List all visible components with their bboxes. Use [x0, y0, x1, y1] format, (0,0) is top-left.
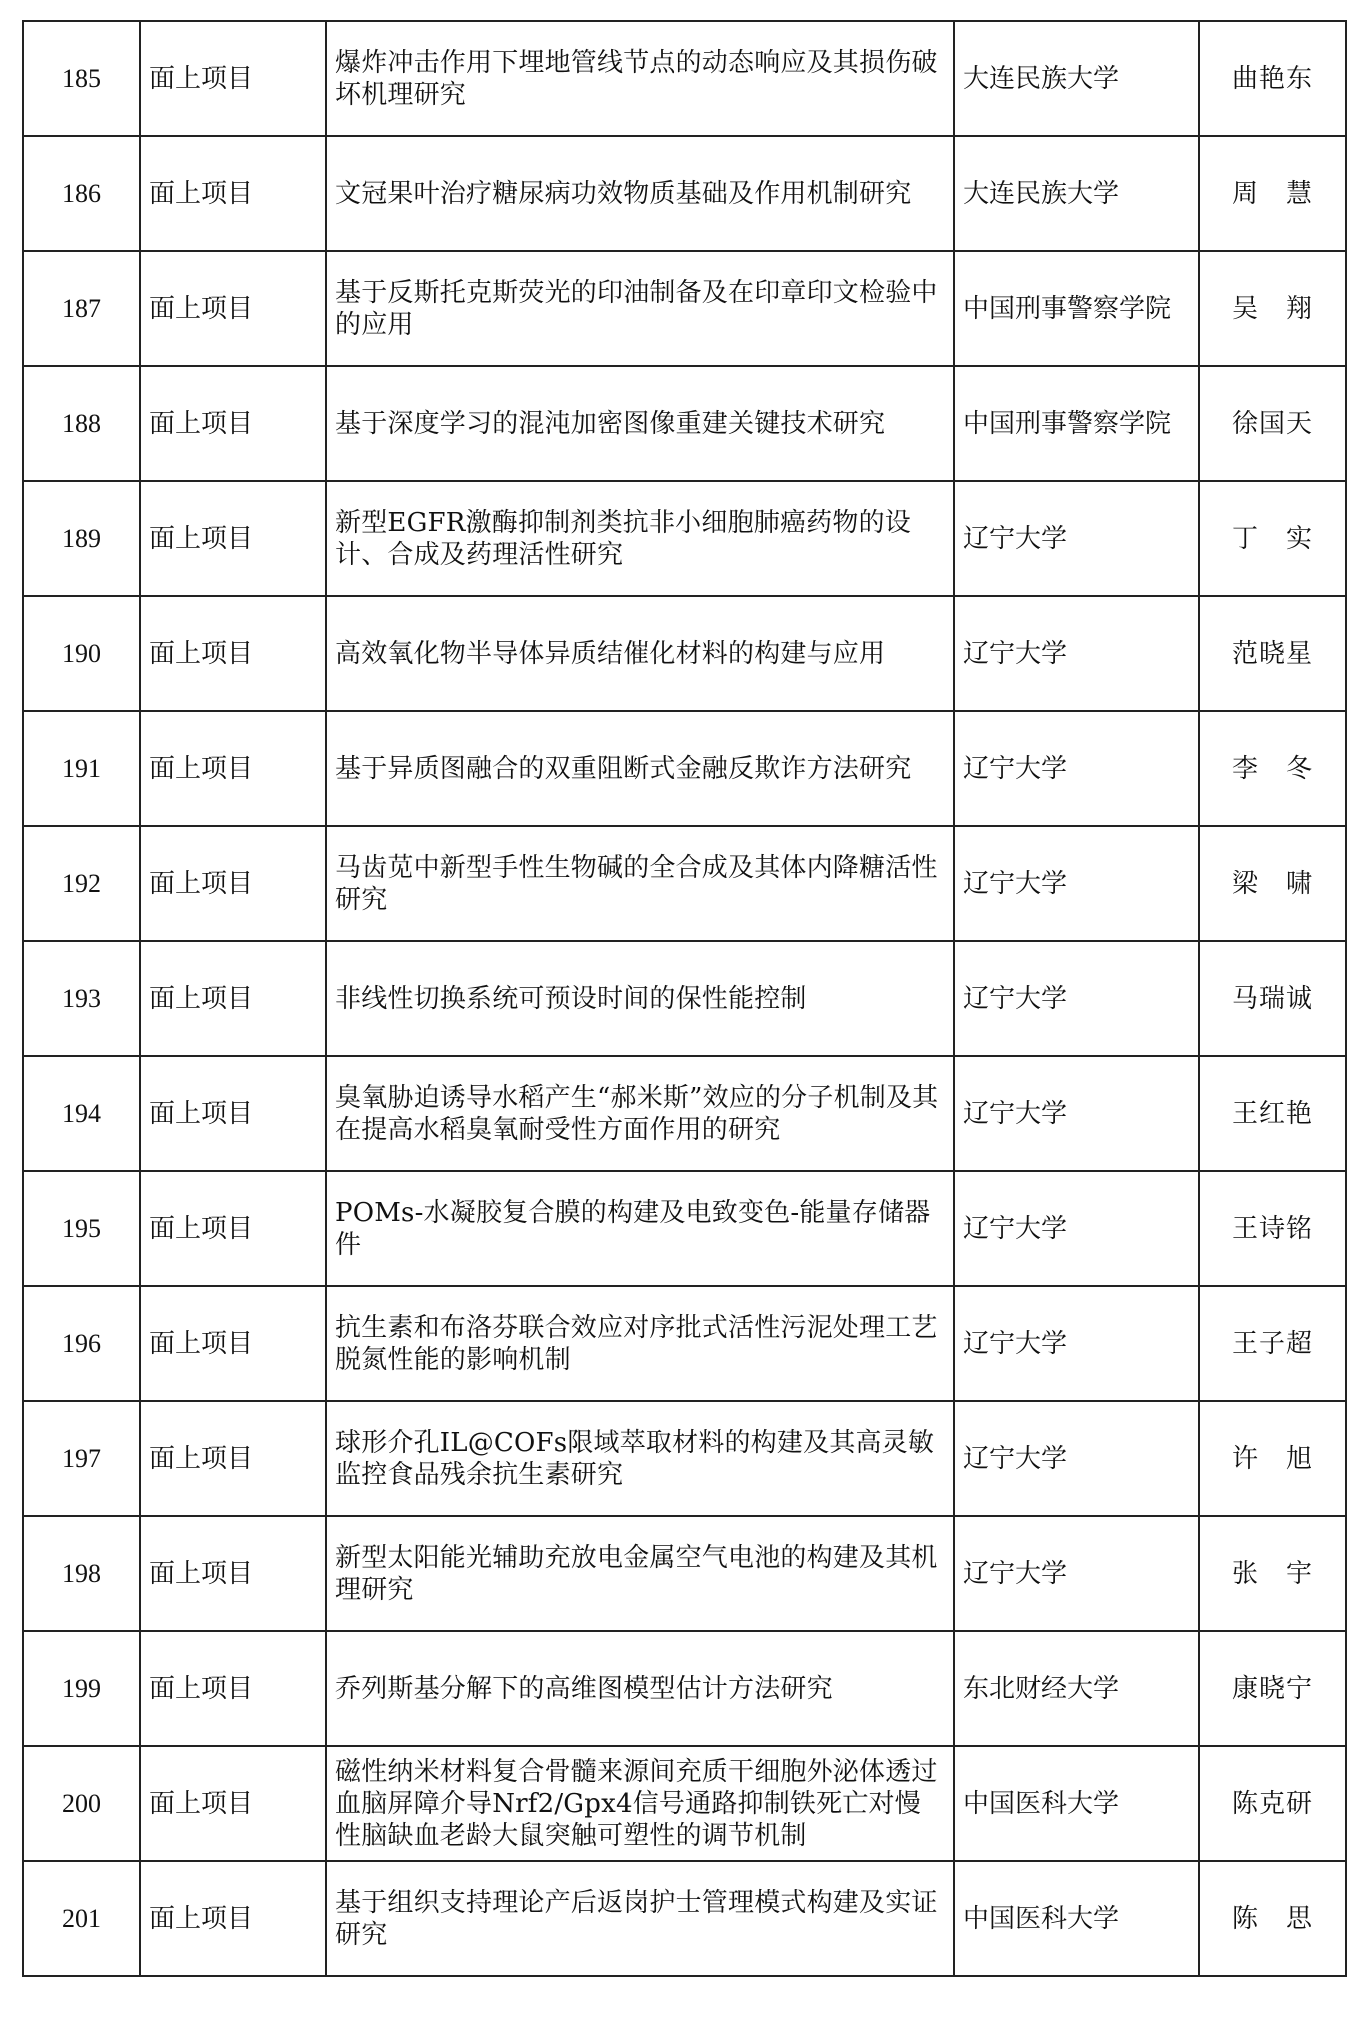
- project-type-cell: 面上项目: [140, 1631, 326, 1746]
- project-title-cell: POMs-水凝胶复合膜的构建及电致变色-能量存储器件: [326, 1171, 954, 1286]
- project-title-cell: 新型太阳能光辅助充放电金属空气电池的构建及其机理研究: [326, 1516, 954, 1631]
- project-type-cell: 面上项目: [140, 366, 326, 481]
- project-title-cell: 球形介孔IL@COFs限域萃取材料的构建及其高灵敏监控食品残余抗生素研究: [326, 1401, 954, 1516]
- project-title-cell: 基于反斯托克斯荧光的印油制备及在印章印文检验中的应用: [326, 251, 954, 366]
- principal-investigator-cell: 吴 翔: [1199, 251, 1346, 366]
- row-number-cell: 191: [23, 711, 140, 826]
- institution-cell: 中国医科大学: [954, 1861, 1199, 1976]
- table-row: [23, 941, 1346, 1056]
- principal-investigator-cell: 丁 实: [1199, 481, 1346, 596]
- project-title-cell: 文冠果叶治疗糖尿病功效物质基础及作用机制研究: [326, 136, 954, 251]
- row-number-cell: 194: [23, 1056, 140, 1171]
- principal-investigator-cell: 康晓宁: [1199, 1631, 1346, 1746]
- institution-cell: 辽宁大学: [954, 481, 1199, 596]
- project-type-cell: 面上项目: [140, 1746, 326, 1861]
- principal-investigator-cell: 陈克研: [1199, 1746, 1346, 1861]
- project-title-cell: 磁性纳米材料复合骨髓来源间充质干细胞外泌体透过血脑屏障介导Nrf2/Gpx4信号通路抑制铁死亡对慢性脑缺血老龄大鼠突触可塑性的调节机制: [326, 1746, 954, 1861]
- project-type-cell: 面上项目: [140, 1056, 326, 1171]
- table-row: [23, 1861, 1346, 1976]
- row-number-cell: 197: [23, 1401, 140, 1516]
- table-row: [23, 1171, 1346, 1286]
- project-type-cell: 面上项目: [140, 251, 326, 366]
- principal-investigator-cell: 李 冬: [1199, 711, 1346, 826]
- project-type-cell: 面上项目: [140, 596, 326, 711]
- table-row: [23, 251, 1346, 366]
- institution-cell: 中国刑事警察学院: [954, 366, 1199, 481]
- table-row: [23, 1746, 1346, 1861]
- table-row: [23, 21, 1346, 136]
- row-number-cell: 186: [23, 136, 140, 251]
- row-number-cell: 187: [23, 251, 140, 366]
- project-title-cell: 非线性切换系统可预设时间的保性能控制: [326, 941, 954, 1056]
- row-number-cell: 200: [23, 1746, 140, 1861]
- project-title-cell: 基于异质图融合的双重阻断式金融反欺诈方法研究: [326, 711, 954, 826]
- institution-cell: 辽宁大学: [954, 1171, 1199, 1286]
- principal-investigator-cell: 陈 思: [1199, 1861, 1346, 1976]
- principal-investigator-cell: 许 旭: [1199, 1401, 1346, 1516]
- table-row: [23, 136, 1346, 251]
- table-row: [23, 1516, 1346, 1631]
- project-type-cell: 面上项目: [140, 941, 326, 1056]
- table-row: [23, 596, 1346, 711]
- row-number-cell: 188: [23, 366, 140, 481]
- institution-cell: 大连民族大学: [954, 136, 1199, 251]
- principal-investigator-cell: 范晓星: [1199, 596, 1346, 711]
- principal-investigator-cell: 王子超: [1199, 1286, 1346, 1401]
- institution-cell: 东北财经大学: [954, 1631, 1199, 1746]
- row-number-cell: 199: [23, 1631, 140, 1746]
- project-title-cell: 马齿苋中新型手性生物碱的全合成及其体内降糖活性研究: [326, 826, 954, 941]
- principal-investigator-cell: 马瑞诚: [1199, 941, 1346, 1056]
- principal-investigator-cell: 徐国天: [1199, 366, 1346, 481]
- project-type-cell: 面上项目: [140, 21, 326, 136]
- institution-cell: 辽宁大学: [954, 1056, 1199, 1171]
- project-title-cell: 高效氧化物半导体异质结催化材料的构建与应用: [326, 596, 954, 711]
- principal-investigator-cell: 周 慧: [1199, 136, 1346, 251]
- principal-investigator-cell: 梁 啸: [1199, 826, 1346, 941]
- institution-cell: 辽宁大学: [954, 1516, 1199, 1631]
- project-title-cell: 臭氧胁迫诱导水稻产生“郝米斯”效应的分子机制及其在提高水稻臭氧耐受性方面作用的研究: [326, 1056, 954, 1171]
- row-number-cell: 193: [23, 941, 140, 1056]
- institution-cell: 辽宁大学: [954, 711, 1199, 826]
- institution-cell: 中国医科大学: [954, 1746, 1199, 1861]
- project-table: [22, 20, 1347, 1977]
- table-body: [23, 21, 1346, 1976]
- principal-investigator-cell: 曲艳东: [1199, 21, 1346, 136]
- project-type-cell: 面上项目: [140, 136, 326, 251]
- institution-cell: 中国刑事警察学院: [954, 251, 1199, 366]
- table-row: [23, 1631, 1346, 1746]
- row-number-cell: 201: [23, 1861, 140, 1976]
- row-number-cell: 198: [23, 1516, 140, 1631]
- institution-cell: 辽宁大学: [954, 941, 1199, 1056]
- row-number-cell: 185: [23, 21, 140, 136]
- table-row: [23, 481, 1346, 596]
- project-title-cell: 爆炸冲击作用下埋地管线节点的动态响应及其损伤破坏机理研究: [326, 21, 954, 136]
- principal-investigator-cell: 王诗铭: [1199, 1171, 1346, 1286]
- project-title-cell: 基于组织支持理论产后返岗护士管理模式构建及实证研究: [326, 1861, 954, 1976]
- row-number-cell: 189: [23, 481, 140, 596]
- row-number-cell: 195: [23, 1171, 140, 1286]
- project-type-cell: 面上项目: [140, 711, 326, 826]
- institution-cell: 辽宁大学: [954, 826, 1199, 941]
- project-type-cell: 面上项目: [140, 826, 326, 941]
- table-row: [23, 1401, 1346, 1516]
- institution-cell: 辽宁大学: [954, 1401, 1199, 1516]
- project-type-cell: 面上项目: [140, 1516, 326, 1631]
- project-type-cell: 面上项目: [140, 1171, 326, 1286]
- project-type-cell: 面上项目: [140, 1401, 326, 1516]
- project-type-cell: 面上项目: [140, 1861, 326, 1976]
- project-title-cell: 抗生素和布洛芬联合效应对序批式活性污泥处理工艺脱氮性能的影响机制: [326, 1286, 954, 1401]
- institution-cell: 辽宁大学: [954, 596, 1199, 711]
- table-row: [23, 1056, 1346, 1171]
- row-number-cell: 192: [23, 826, 140, 941]
- table-row: [23, 711, 1346, 826]
- institution-cell: 辽宁大学: [954, 1286, 1199, 1401]
- principal-investigator-cell: 王红艳: [1199, 1056, 1346, 1171]
- table-row: [23, 1286, 1346, 1401]
- project-title-cell: 基于深度学习的混沌加密图像重建关键技术研究: [326, 366, 954, 481]
- institution-cell: 大连民族大学: [954, 21, 1199, 136]
- table-row: [23, 366, 1346, 481]
- project-type-cell: 面上项目: [140, 1286, 326, 1401]
- project-type-cell: 面上项目: [140, 481, 326, 596]
- project-title-cell: 新型EGFR激酶抑制剂类抗非小细胞肺癌药物的设计、合成及药理活性研究: [326, 481, 954, 596]
- project-title-cell: 乔列斯基分解下的高维图模型估计方法研究: [326, 1631, 954, 1746]
- table-row: [23, 826, 1346, 941]
- principal-investigator-cell: 张 宇: [1199, 1516, 1346, 1631]
- row-number-cell: 196: [23, 1286, 140, 1401]
- row-number-cell: 190: [23, 596, 140, 711]
